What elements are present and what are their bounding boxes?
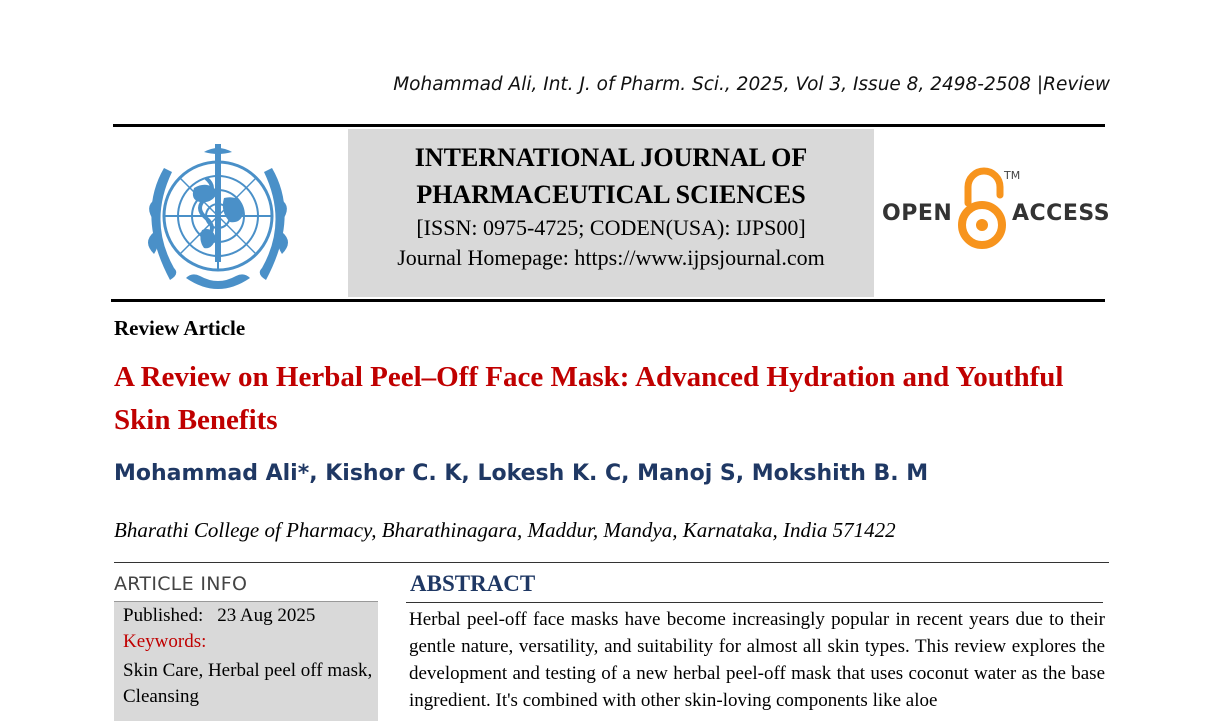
journal-name	[348, 129, 874, 213]
affiliation-divider	[114, 562, 1109, 563]
open-access-word-access: ACCESS	[1012, 201, 1111, 226]
un-emblem-icon	[124, 138, 312, 296]
journal-issn: [ISSN: 0975-4725; CODEN(USA): IJPS00]	[416, 215, 806, 240]
journal-masthead	[348, 129, 874, 297]
abstract-heading: ABSTRACT	[410, 571, 536, 596]
article-title: A Review on Herbal Peel–Off Face Mask: Advanced Hydration and Youthful Skin Benefits	[114, 361, 1064, 436]
open-access-lock-icon	[954, 165, 1010, 251]
open-access-word-open: OPEN	[882, 201, 953, 226]
affiliation: Bharathi College of Pharmacy, Bharathinagara, Maddur, Mandya, Karnataka, India 571422	[114, 518, 896, 542]
article-type: Review Article	[114, 316, 246, 340]
journal-homepage: Journal Homepage: https://www.ijpsjournal.com	[397, 245, 825, 270]
abstract-text: Herbal peel-off face masks have become increasingly popular in recent years due to their gentle nature, versatility, and suitability for almost all skin types. This review explores the development and testing of a new herbal peel-off mask that uses coconut water as the base ingredient. It's combined with other skin-loving components like aloe	[409, 609, 1105, 711]
published-date: 23 Aug 2025	[217, 605, 316, 626]
keywords-value: Skin Care, Herbal peel off mask, Cleansing	[123, 660, 373, 707]
open-access-tm: TM	[1004, 169, 1021, 182]
journal-name-line1: INTERNATIONAL JOURNAL OF	[414, 143, 808, 172]
published-label: Published:	[123, 605, 204, 626]
article-info-heading: ARTICLE INFO	[114, 573, 248, 595]
author-list: Mohammad Ali*, Kishor C. K, Lokesh K. C, Manoj S, Mokshith B. M	[114, 461, 929, 486]
header-rule-top	[113, 124, 1105, 127]
header-rule-bottom	[111, 299, 1105, 302]
keywords-label: Keywords:	[123, 631, 207, 652]
running-head: Mohammad Ali, Int. J. of Pharm. Sci., 2025, Vol 3, Issue 8, 2498-2508 |Review	[393, 74, 1110, 95]
journal-name-line2: PHARMACEUTICAL SCIENCES	[416, 180, 806, 209]
open-access-logo	[880, 165, 1111, 251]
published-line	[123, 605, 315, 627]
abstract-divider	[406, 602, 1103, 603]
